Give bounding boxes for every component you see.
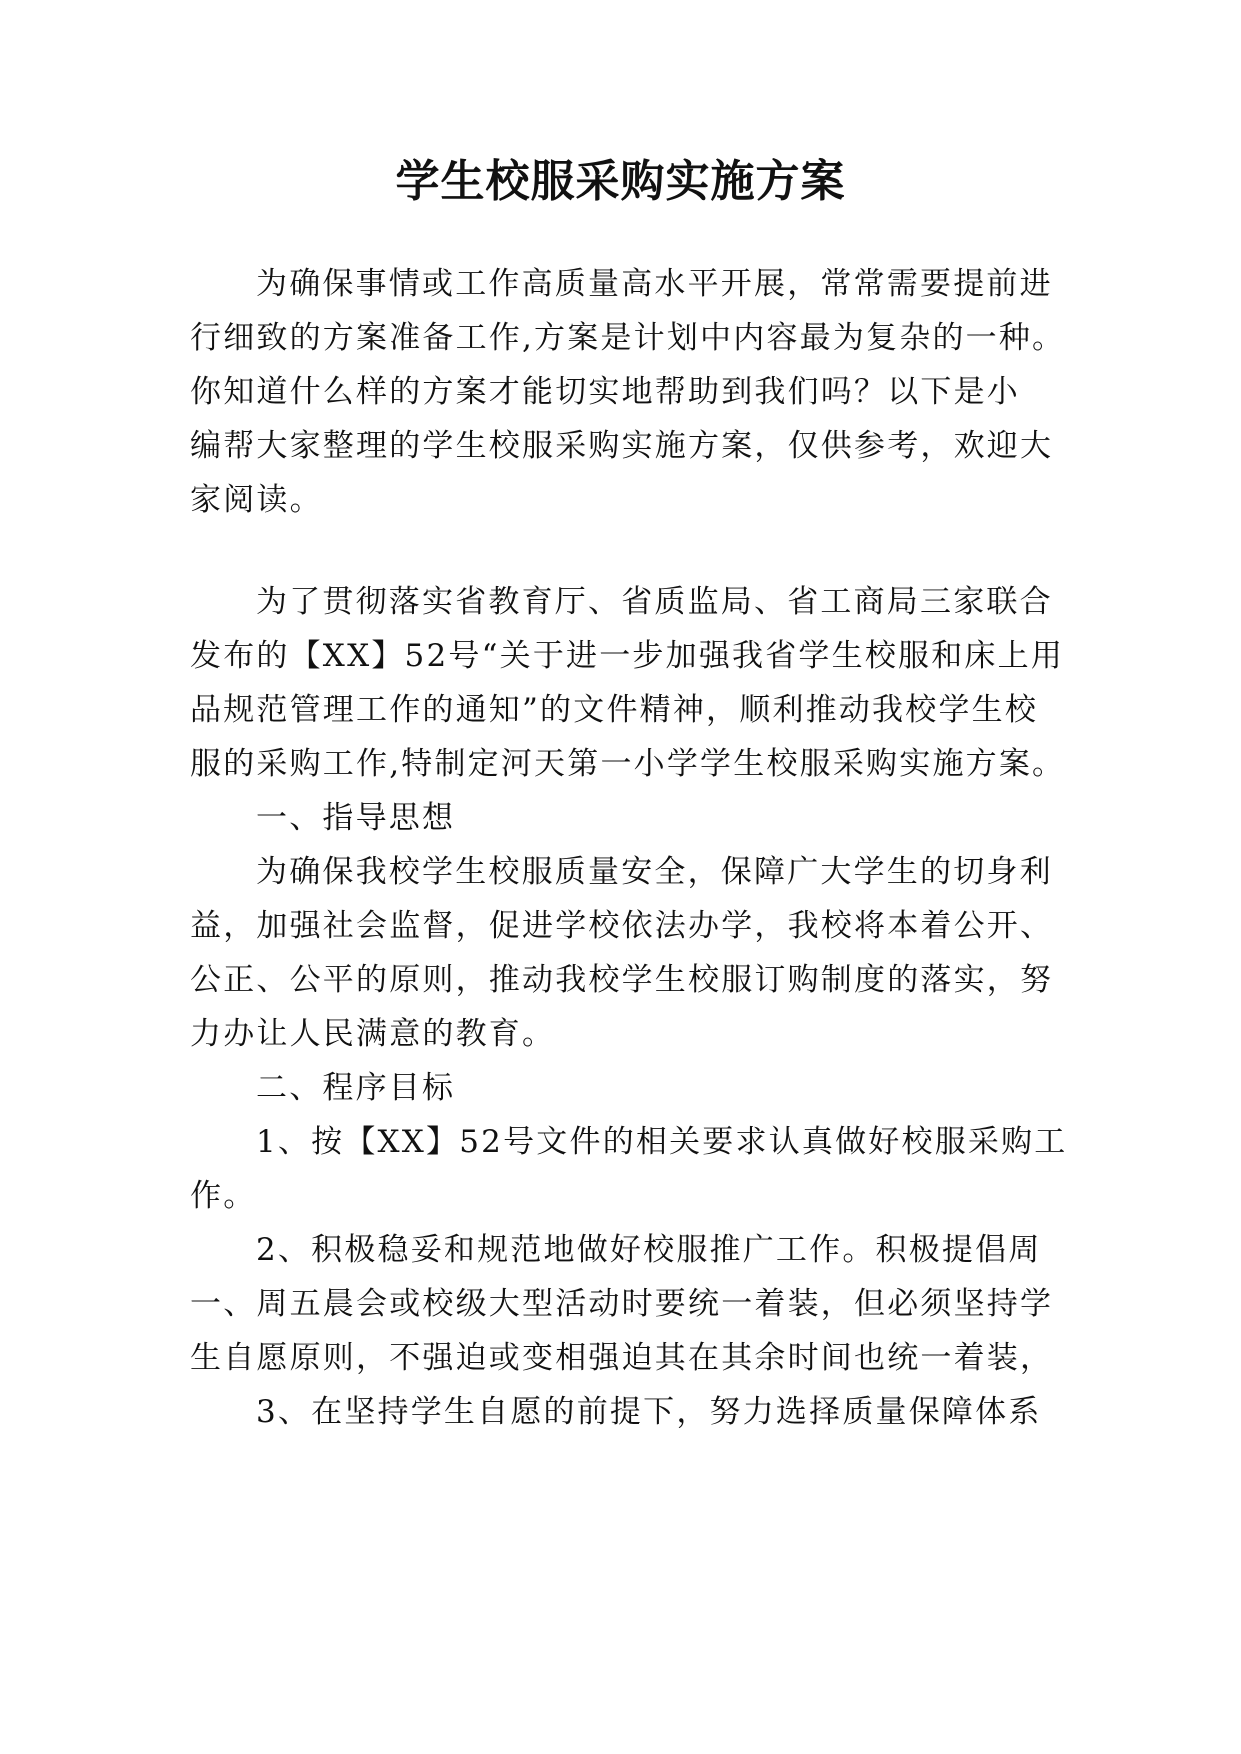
text-line: 编帮大家整理的学生校服采购实施方案，仅供参考，欢迎大 [190,428,1054,464]
text-line: 你知道什么样的方案才能切实地帮助到我们吗？以下是小 [190,374,1020,410]
text-line: 2、积极稳妥和规范地做好校服推广工作。积极提倡周 [256,1232,1042,1268]
text-line: 品规范管理工作的通知”的文件精神，顺利推动我校学生校 [190,692,1039,728]
text-line: 一、周五晨会或校级大型活动时要统一着装，但必须坚持学 [190,1286,1054,1322]
text-line: 服的采购工作,特制定河天第一小学学生校服采购实施方案。 [190,746,1066,782]
text-line: 行细致的方案准备工作,方案是计划中内容最为复杂的一种。 [190,320,1066,356]
text-line: 益，加强社会监督，促进学校依法办学，我校将本着公开、 [190,908,1054,944]
text-line: 1、按【XX】52号文件的相关要求认真做好校服采购工 [256,1124,1068,1160]
text-line: 公正、公平的原则，推动我校学生校服订购制度的落实，努 [190,962,1054,998]
text-line: 为确保我校学生校服质量安全，保障广大学生的切身利 [256,854,1053,890]
section-heading: 一、指导思想 [256,800,456,836]
text-line: 发布的【XX】52号“关于进一步加强我省学生校服和床上用 [190,638,1065,674]
text-line: 为了贯彻落实省教育厅、省质监局、省工商局三家联合 [256,584,1053,620]
document-title: 学生校服采购实施方案 [395,156,846,207]
text-line: 生自愿原则，不强迫或变相强迫其在其余时间也统一着装， [190,1340,1054,1376]
text-line: 3、在坚持学生自愿的前提下，努力选择质量保障体系 [256,1394,1042,1430]
section-heading: 二、程序目标 [256,1070,456,1106]
text-line: 为确保事情或工作高质量高水平开展，常常需要提前进 [256,266,1053,302]
text-line: 力办让人民满意的教育。 [190,1016,556,1052]
text-line: 家阅读。 [190,482,323,518]
text-line: 作。 [190,1178,257,1214]
